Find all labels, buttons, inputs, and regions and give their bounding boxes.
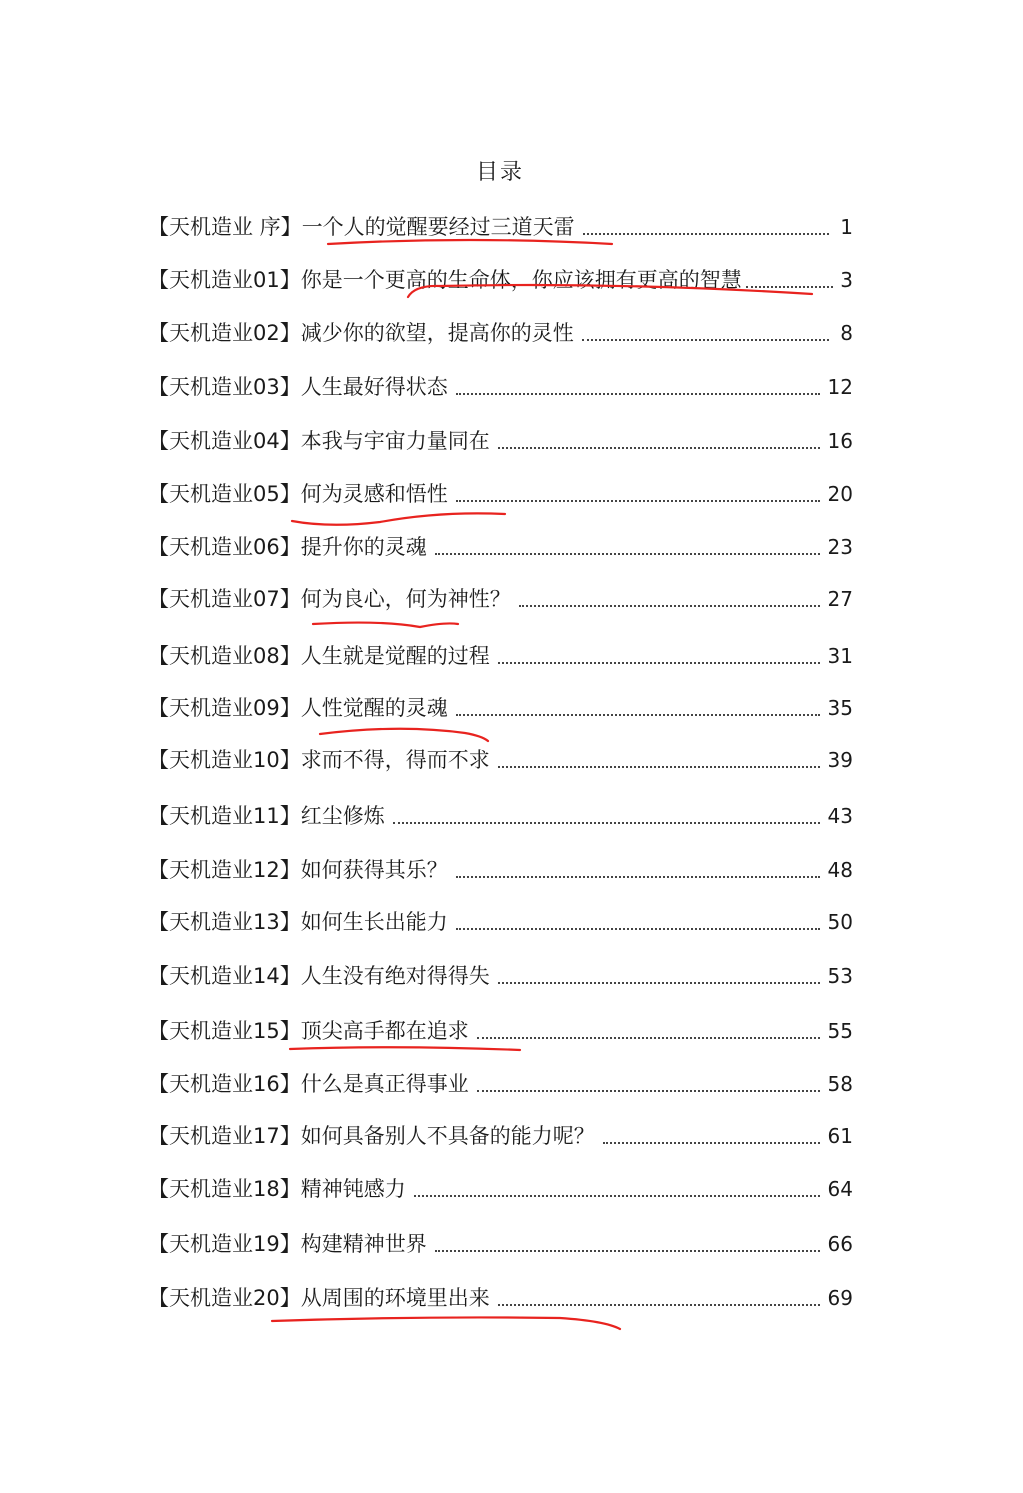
entry-page-number: 31 [827, 644, 853, 668]
entry-title: 减少你的欲望，提高你的灵性 [300, 321, 574, 345]
toc-entry-02[interactable] [148, 314, 853, 346]
entry-label: 【天机造业13】 [148, 910, 301, 934]
dot-leader [746, 285, 833, 288]
entry-page-number: 58 [827, 1072, 853, 1096]
entry-label: 【天机造业14】 [148, 964, 301, 988]
entry-title: 人生最好得状态 [300, 375, 448, 399]
entry-title: 顶尖高手都在追求 [300, 1019, 469, 1043]
toc-entry-06[interactable] [148, 528, 853, 560]
table-of-contents [148, 0, 853, 1493]
toc-entry-04[interactable] [148, 422, 853, 454]
dot-leader [498, 981, 820, 984]
entry-title: 一个人的觉醒要经过三道天雷 [301, 215, 575, 239]
entry-title: 何为灵感和悟性 [300, 482, 448, 506]
entry-label: 【天机造业18】 [148, 1177, 301, 1201]
entry-label: 【天机造业10】 [148, 748, 301, 772]
entry-page-number: 61 [827, 1124, 853, 1148]
entry-label: 【天机造业17】 [148, 1124, 301, 1148]
toc-entry-10[interactable] [148, 741, 853, 773]
entry-title: 如何获得其乐？ [300, 858, 448, 882]
entry-title: 构建精神世界 [300, 1232, 427, 1256]
entry-title: 何为良心，何为神性？ [300, 587, 511, 611]
dot-leader [435, 1249, 820, 1252]
dot-leader [519, 604, 820, 607]
entry-title: 本我与宇宙力量同在 [300, 429, 490, 453]
dot-leader [583, 232, 829, 235]
entry-label: 【天机造业 序】 [148, 215, 302, 239]
entry-page-number: 3 [840, 268, 853, 292]
toc-entry-07[interactable] [148, 580, 853, 612]
entry-label: 【天机造业05】 [148, 482, 301, 506]
dot-leader [456, 499, 820, 502]
entry-title: 提升你的灵魂 [300, 535, 427, 559]
dot-leader [456, 875, 820, 878]
entry-title: 红尘修炼 [300, 804, 385, 828]
dot-leader [414, 1194, 820, 1197]
toc-entry-01[interactable] [148, 261, 853, 293]
entry-label: 【天机造业15】 [148, 1019, 301, 1043]
entry-label: 【天机造业09】 [148, 696, 301, 720]
entry-label: 【天机造业20】 [148, 1286, 301, 1310]
dot-leader [456, 713, 820, 716]
toc-entry-17[interactable] [148, 1117, 853, 1149]
entry-page-number: 20 [827, 482, 853, 506]
entry-page-number: 1 [840, 215, 853, 239]
toc-entry-13[interactable] [148, 903, 853, 935]
entry-page-number: 12 [827, 375, 853, 399]
entry-page-number: 27 [827, 587, 853, 611]
entry-page-number: 64 [827, 1177, 853, 1201]
entry-label: 【天机造业19】 [148, 1232, 301, 1256]
entry-page-number: 69 [827, 1286, 853, 1310]
entry-page-number: 23 [827, 535, 853, 559]
entry-label: 【天机造业03】 [148, 375, 301, 399]
entry-page-number: 8 [840, 321, 853, 345]
toc-entry-05[interactable] [148, 475, 853, 507]
entry-page-number: 50 [827, 910, 853, 934]
entry-page-number: 35 [827, 696, 853, 720]
dot-leader [498, 661, 820, 664]
toc-entry-11[interactable] [148, 797, 853, 829]
entry-title: 人性觉醒的灵魂 [300, 696, 448, 720]
entry-title: 从周围的环境里出来 [300, 1286, 490, 1310]
entry-label: 【天机造业04】 [148, 429, 301, 453]
entry-title: 精神钝感力 [300, 1177, 406, 1201]
dot-leader [435, 552, 820, 555]
entry-label: 【天机造业02】 [148, 321, 301, 345]
dot-leader [582, 338, 829, 341]
entry-page-number: 53 [827, 964, 853, 988]
toc-entry-preface[interactable] [148, 208, 853, 240]
toc-entry-16[interactable] [148, 1065, 853, 1097]
dot-leader [477, 1036, 820, 1039]
entry-label: 【天机造业01】 [148, 268, 301, 292]
entry-page-number: 16 [827, 429, 853, 453]
dot-leader [498, 446, 820, 449]
dot-leader [498, 1303, 820, 1306]
entry-title: 如何具备别人不具备的能力呢？ [300, 1124, 595, 1148]
entry-title: 人生没有绝对得得失 [300, 964, 490, 988]
entry-title: 什么是真正得事业 [300, 1072, 469, 1096]
entry-label: 【天机造业16】 [148, 1072, 301, 1096]
entry-title: 人生就是觉醒的过程 [300, 644, 490, 668]
entry-title: 求而不得，得而不求 [300, 748, 490, 772]
page-title: 目录 [475, 160, 524, 185]
toc-entry-03[interactable] [148, 368, 853, 400]
toc-entry-20[interactable] [148, 1279, 853, 1311]
entry-title: 你是一个更高的生命体，你应该拥有更高的智慧 [300, 268, 742, 292]
dot-leader [498, 765, 820, 768]
toc-entry-09[interactable] [148, 689, 853, 721]
entry-page-number: 66 [827, 1232, 853, 1256]
dot-leader [456, 927, 820, 930]
entry-label: 【天机造业06】 [148, 535, 301, 559]
entry-label: 【天机造业08】 [148, 644, 301, 668]
toc-entry-14[interactable] [148, 957, 853, 989]
entry-page-number: 43 [827, 804, 853, 828]
toc-entry-19[interactable] [148, 1225, 853, 1257]
toc-entry-08[interactable] [148, 637, 853, 669]
toc-entry-12[interactable] [148, 851, 853, 883]
entry-label: 【天机造业07】 [148, 587, 301, 611]
entry-page-number: 39 [827, 748, 853, 772]
dot-leader [477, 1089, 820, 1092]
entry-label: 【天机造业11】 [148, 804, 301, 828]
entry-label: 【天机造业12】 [148, 858, 301, 882]
entry-page-number: 48 [827, 858, 853, 882]
dot-leader [456, 392, 820, 395]
dot-leader [603, 1141, 820, 1144]
dot-leader [393, 821, 820, 824]
entry-page-number: 55 [827, 1019, 853, 1043]
entry-title: 如何生长出能力 [300, 910, 448, 934]
toc-entry-18[interactable] [148, 1170, 853, 1202]
toc-entry-15[interactable] [148, 1012, 853, 1044]
